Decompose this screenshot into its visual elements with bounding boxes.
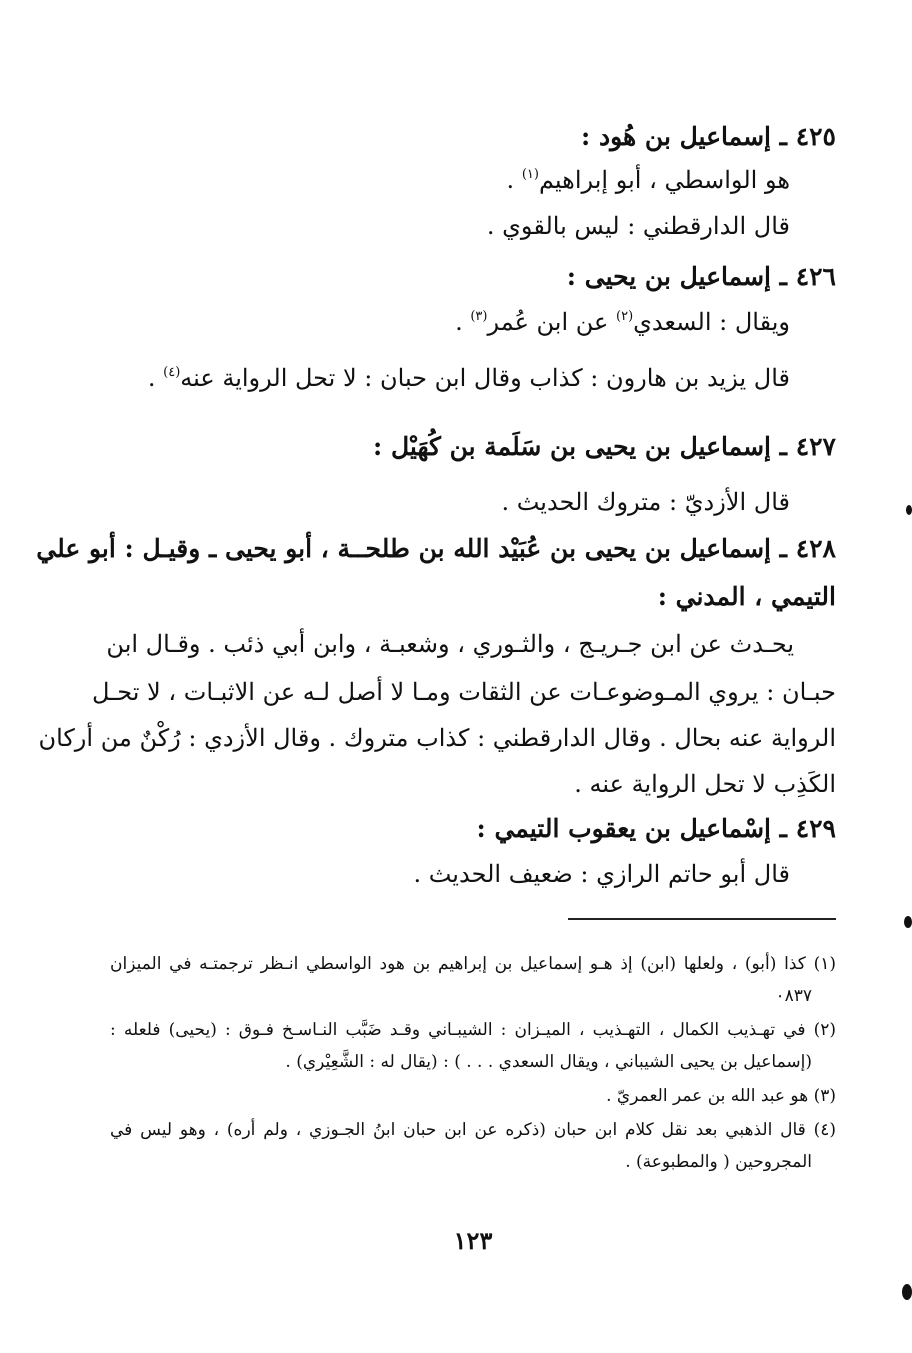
entry-426-heading: ٤٢٦ ـ إسماعيل بن يحيى : [566,262,836,291]
footnote-1-line-2: ٠٨٣٧ [775,986,812,1006]
entry-428-body-line-3: الرواية عنه بحال . وقال الدارقطني : كذاب متروك . وقال الأزدي : رُكْنٌ من أركان [38,724,836,752]
entry-426-line-2 [110,364,790,393]
footnote-4-line-2: المجروحين ( والمطبوعة) . [625,1152,812,1172]
entry-429-line-1: قال أبو حاتم الرازي : ضعيف الحديث . [413,860,790,888]
entry-426-line-1 [110,308,790,337]
entry-425-line-end: . [506,166,522,194]
page-number: ١٢٣ [453,1226,493,1255]
entry-428-body-line-2: حبـان : يروي المـوضوعـات عن الثقات ومـا لا أصل لـه عن الاثبـات ، لا تحـل [92,678,836,706]
entry-429-heading: ٤٢٩ ـ إسْماعيل بن يعقوب التيمي : [476,814,836,843]
entry-425-text: هو الواسطي ، أبو إبراهيم [538,166,790,194]
entry-428-body-line-1: يحـدث عن ابن جـريـج ، والثـوري ، وشعبـة ، وابن أبي ذئب . وقـال ابن [106,630,794,658]
footnote-ref-3: (٣) [470,309,488,324]
entry-426-text-c: قال يزيد بن هارون : كذاب وقال ابن حبان : لا تحل الرواية عنه [180,364,790,392]
entry-427-line-1: قال الأزديّ : متروك الحديث . [501,488,790,516]
footnote-2-line-1: (٢) في تهـذيب الكمال ، التهـذيب ، الميـزان : الشيبـاني وقـد ضَبَّب النـاسـخ فـوق : (يحيى) فلعله : [110,1020,836,1040]
entry-428-heading-line-1: ٤٢٨ ـ إسماعيل بن يحيى بن عُبَيْد الله بن طلحــة ، أبو يحيى ـ وقيـل : أبو علي [36,534,836,563]
entry-426-line2-end: . [147,364,164,392]
footnote-2-line-2: (إسماعيل بن يحيى الشيباني ، ويقال السعدي . . . ) : (يقال له : الشَّعِيْري) . [285,1052,812,1072]
footnote-3-line-1: (٣) هو عبد الله بن عمر العمريّ . [606,1086,836,1106]
entry-425-line-1 [110,166,790,195]
scan-edge-mark-middle [904,916,912,928]
entry-428-heading-line-2: التيمي ، المدني : [657,582,836,611]
scan-edge-mark-bottom [902,1284,912,1300]
footnote-ref-2: (٢) [616,309,634,324]
entry-425-line-2: قال الدارقطني : ليس بالقوي . [486,212,790,240]
footnote-ref-1: (١) [521,167,539,182]
entry-427-heading: ٤٢٧ ـ إسماعيل بن يحيى بن سَلَمة بن كُهَيْل : [373,432,836,461]
entry-426-line-end: . [455,308,471,336]
entry-428-body-line-4: الكَذِب لا تحل الرواية عنه . [574,770,836,798]
book-page [36,0,836,1353]
footnote-1-line-1: (١) كذا (أبو) ، ولعلها (ابن) إذ هـو إسماعيل بن إبراهيم بن هود الواسطي انـظر ترجمتـه في الميزان [110,954,836,974]
entry-425-heading: ٤٢٥ ـ إسماعيل بن هُود : [581,122,836,151]
footnote-divider [568,918,836,920]
entry-426-text-a: ويقال : السعدي [633,308,790,336]
footnote-4-line-1: (٤) قال الذهبي بعد نقل كلام ابن حبان (ذكره عن ابن حبان ابنُ الجـوزي ، ولم أره) ، وهو ليس في [110,1120,836,1140]
scan-edge-mark-top [906,505,912,515]
entry-426-text-b: عن ابن عُمر [487,308,616,336]
footnote-ref-4: (٤) [163,365,181,380]
